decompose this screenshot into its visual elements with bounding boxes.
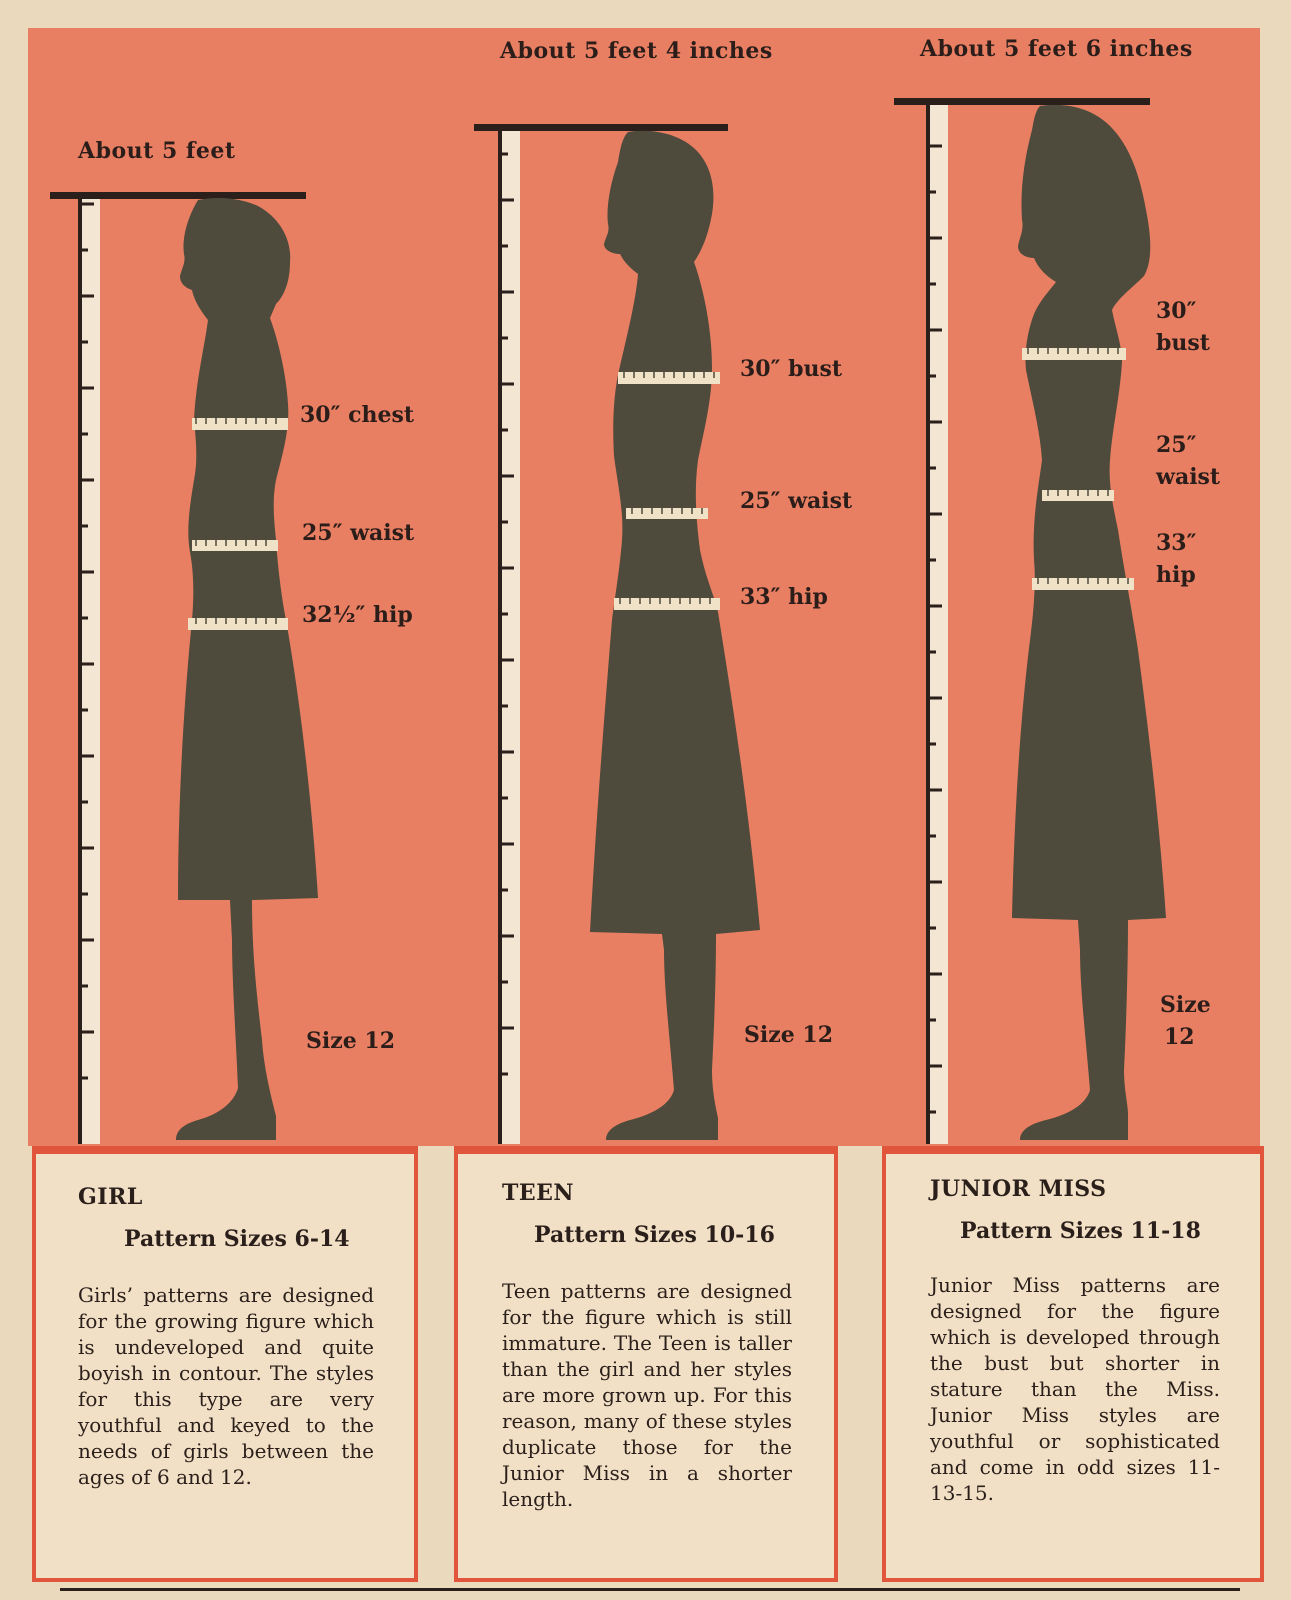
teen-silhouette	[590, 131, 760, 1140]
teen-bust-label: 30″ bust	[740, 356, 843, 382]
girl-waist-tape	[192, 540, 278, 551]
girl-height-bar	[50, 192, 306, 199]
teen-card-subtitle: Pattern Sizes 10-16	[534, 1222, 775, 1248]
girl-ruler-edge	[78, 198, 82, 1144]
junior-miss-hip-word: hip	[1156, 562, 1196, 588]
junior-miss-hip-value: 33″	[1156, 530, 1197, 556]
junior-miss-size-value: 12	[1164, 1024, 1195, 1050]
girl-size-label: Size 12	[306, 1028, 396, 1054]
girl-height-label: About 5 feet	[78, 138, 236, 164]
teen-height-label: About 5 feet 4 inches	[500, 38, 773, 64]
girl-chest-label: 30″ chest	[300, 402, 415, 428]
girl-hip-tape	[188, 618, 288, 630]
girl-figure-group	[50, 192, 318, 1144]
teen-ruler-edge	[498, 130, 502, 1144]
girl-waist-label: 25″ waist	[302, 520, 415, 546]
junior-miss-figure-group	[894, 98, 1166, 1144]
junior-miss-silhouette	[1012, 105, 1166, 1140]
junior-miss-waist-value: 25″	[1156, 432, 1197, 458]
girl-card	[32, 1146, 418, 1582]
girl-card-title: GIRL	[78, 1184, 143, 1210]
junior-miss-bust-value: 30″	[1156, 298, 1197, 324]
bottom-rule	[60, 1588, 1240, 1591]
junior-miss-height-label: About 5 feet 6 inches	[920, 36, 1193, 62]
girl-hip-label: 32½″ hip	[302, 602, 413, 628]
teen-height-bar	[474, 124, 728, 131]
junior-miss-card-description: Junior Miss patterns are designed for the figure which is developed through the bust but shorter in stature than the Miss. Junior Miss styles are youthful or sophisticated and come in odd sizes 11-13-15.	[930, 1273, 1220, 1505]
teen-hip-label: 33″ hip	[740, 584, 828, 610]
junior-miss-size-word: Size	[1160, 992, 1211, 1018]
teen-card-description: Teen patterns are designed for the figure which is still immature. The Teen is taller than the girl and her styles are more grown up. For this reason, many of these styles duplicate those for the Junior Miss in a shorter length.	[502, 1279, 792, 1511]
teen-card	[454, 1146, 838, 1582]
girl-card-subtitle: Pattern Sizes 6-14	[124, 1226, 350, 1252]
teen-size-label: Size 12	[744, 1022, 834, 1048]
teen-waist-label: 25″ waist	[740, 488, 853, 514]
junior-miss-card-title: JUNIOR MISS	[930, 1176, 1107, 1202]
girl-silhouette	[176, 198, 318, 1140]
teen-waist-tape	[626, 508, 708, 519]
junior-miss-card	[882, 1146, 1264, 1582]
junior-miss-ruler-edge	[926, 104, 930, 1144]
teen-figure-group	[474, 124, 760, 1144]
junior-miss-waist-word: waist	[1156, 464, 1221, 490]
teen-card-title: TEEN	[502, 1180, 575, 1206]
junior-miss-card-subtitle: Pattern Sizes 11-18	[960, 1218, 1201, 1244]
junior-miss-height-bar	[894, 98, 1150, 105]
junior-miss-bust-word: bust	[1156, 330, 1210, 356]
girl-card-description: Girls’ patterns are designed for the growing figure which is undeveloped and quite boyish in contour. The styles for this type are very youthful and keyed to the needs of girls between the ages of 6 and 12.	[78, 1283, 374, 1489]
